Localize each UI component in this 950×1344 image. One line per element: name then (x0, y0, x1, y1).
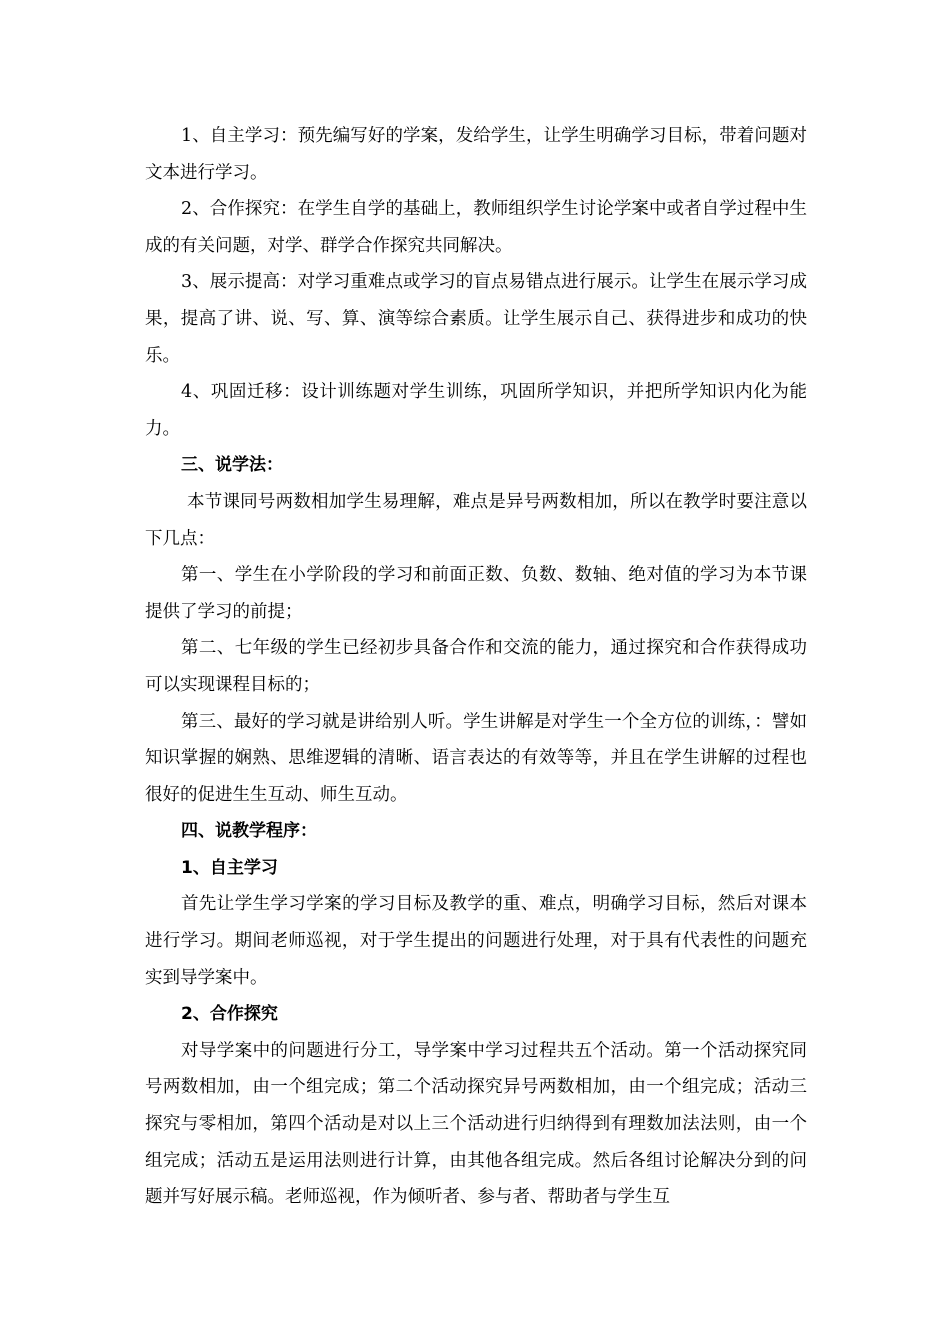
subheading-2: 2、合作探究 (181, 1004, 278, 1025)
paragraph-10: 对导学案中的问题进行分工，导学案中学习过程共五个活动。第一个活动探究同号两数相加，由一个组完成；第二个活动探究异号两数相加，由一个组完成；活动三探究与零相加，第四个活动是对以上三个活动进行归纳得到有理数加法法则，由一个组完成；活动五是运用法则进行计算，由其他各组完成。然后各组讨论解决分到的问题并写好展示稿。老师巡视，作为倾听者、参与者、帮助者与学生互 (145, 1040, 807, 1208)
paragraph-2: 2、合作探究：在学生自学的基础上，教师组织学生讨论学案中或者自学过程中生成的有关问题，对学、群学合作探究共同解决。 (145, 199, 807, 256)
paragraph-4: 4、巩固迁移：设计训练题对学生训练，巩固所学知识，并把所学知识内化为能力。 (145, 382, 807, 439)
section-heading-4: 四、说教学程序： (181, 821, 317, 842)
section-heading-3: 三、说学法： (181, 455, 283, 476)
paragraph-3: 3、展示提高：对学习重难点或学习的盲点易错点进行展示。让学生在展示学习成果，提高了讲、说、写、算、演等综合素质。让学生展示自己、获得进步和成功的快乐。 (145, 272, 807, 366)
subheading-1: 1、自主学习 (181, 857, 278, 878)
paragraph-8: 第三、最好的学习就是讲给别人听。学生讲解是对学生一个全方位的训练，：譬如知识掌握的娴熟、思维逻辑的清晰、语言表达的有效等等，并且在学生讲解的过程也很好的促进生生互动、师生互动。 (145, 711, 807, 805)
paragraph-6: 第一、学生在小学阶段的学习和前面正数、负数、数轴、绝对值的学习为本节课提供了学习的前提； (145, 565, 807, 622)
paragraph-9: 首先让学生学习学案的学习目标及教学的重、难点，明确学习目标，然后对课本进行学习。期间老师巡视，对于学生提出的问题进行处理，对于具有代表性的问题充实到导学案中。 (145, 894, 807, 988)
paragraph-5: 本节课同号两数相加学生易理解，难点是异号两数相加，所以在教学时要注意以下几点： (145, 491, 807, 549)
paragraph-1: 1、自主学习：预先编写好的学案，发给学生，让学生明确学习目标，带着问题对文本进行学习。 (145, 126, 807, 183)
document-body (145, 118, 807, 1216)
paragraph-7: 第二、七年级的学生已经初步具备合作和交流的能力，通过探究和合作获得成功可以实现课程目标的； (145, 638, 807, 695)
